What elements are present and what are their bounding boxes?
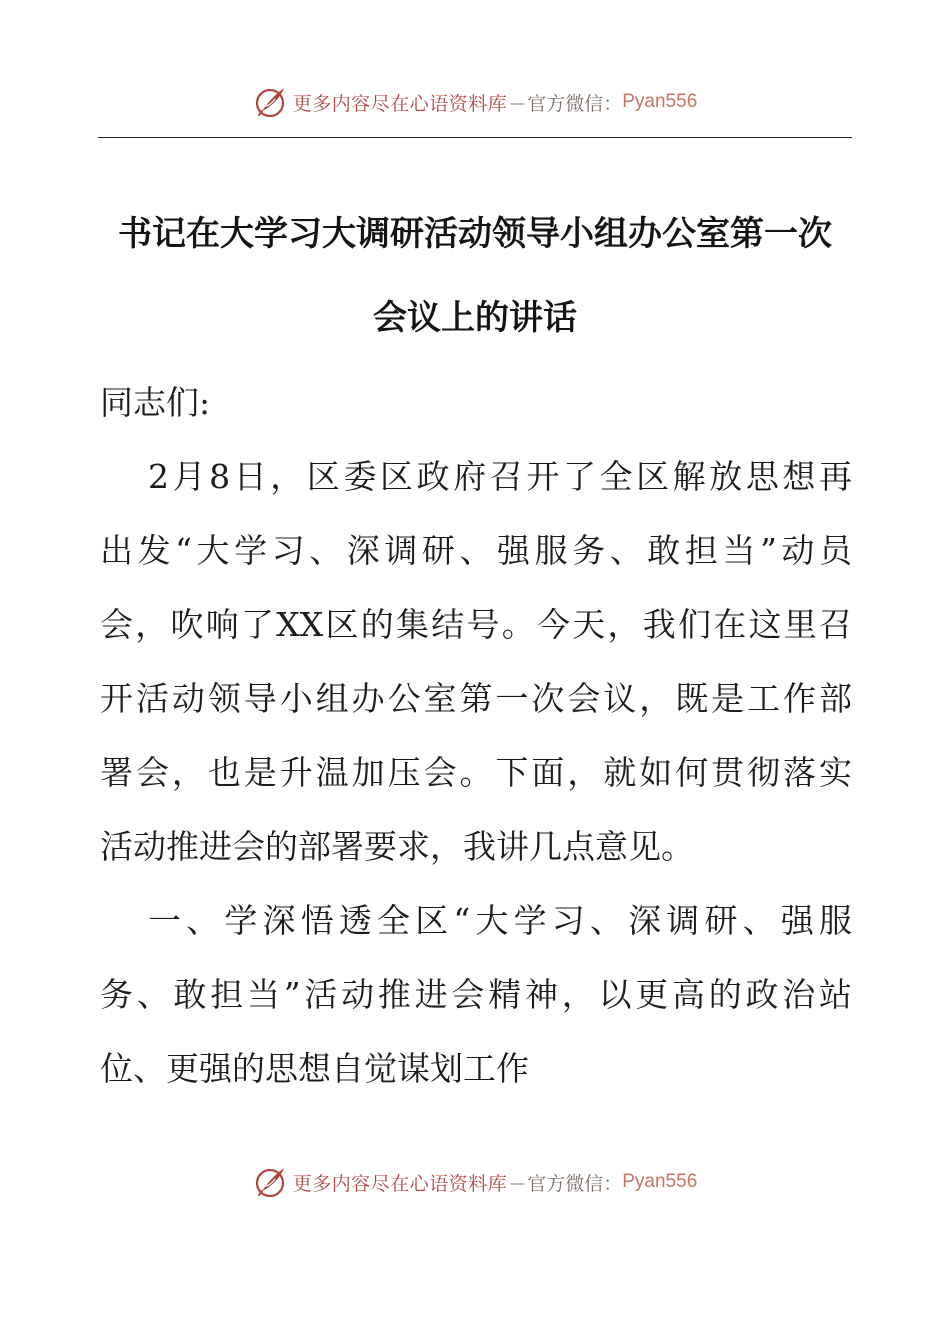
banner-wechat-id: Pyan556 [622, 91, 698, 112]
quill-pen-logo-icon [253, 1164, 289, 1200]
section-heading-line: 一、学深悟透全区“大学习、深调研、强服 [148, 901, 852, 940]
section-heading-line: 位、更强的思想自觉谋划工作 [100, 1049, 529, 1088]
paragraph-line: 活动推进会的部署要求，我讲几点意见。 [100, 827, 694, 866]
paragraph-line: 2月8日，区委区政府召开了全区解放思想再 [148, 457, 852, 496]
banner-wechat-label: 官方微信： [527, 92, 623, 115]
banner-separator: — [509, 92, 526, 112]
title-line: 书记在大学习大调研活动领导小组办公室第一次 [118, 214, 832, 254]
document-title [98, 192, 852, 360]
banner-wechat-id: Pyan556 [622, 1171, 698, 1192]
section-heading-line: 务、敢担当”活动推进会精神，以更高的政治站 [100, 975, 852, 1014]
salutation: 同志们: [100, 383, 211, 422]
header-divider [98, 137, 852, 138]
title-line: 会议上的讲话 [373, 298, 577, 338]
paragraph-line: 出发“大学习、深调研、强服务、敢担当”动员 [100, 531, 852, 570]
paragraph-line: 署会，也是升温加压会。下面，就如何贯彻落实 [100, 753, 852, 792]
quill-pen-logo-icon [253, 84, 289, 120]
paragraph-line: 开活动领导小组办公室第一次会议，既是工作部 [100, 679, 852, 718]
paragraph-line: 会，吹响了XX区的集结号。今天，我们在这里召 [100, 605, 852, 644]
banner-separator: — [509, 1172, 526, 1192]
document-body [100, 366, 852, 1106]
banner-slogan: 更多内容尽在心语资料库 [292, 92, 508, 115]
header-banner [0, 82, 950, 122]
banner-wechat-label: 官方微信： [527, 1172, 623, 1195]
footer-banner [0, 1162, 950, 1202]
banner-slogan: 更多内容尽在心语资料库 [292, 1172, 508, 1195]
